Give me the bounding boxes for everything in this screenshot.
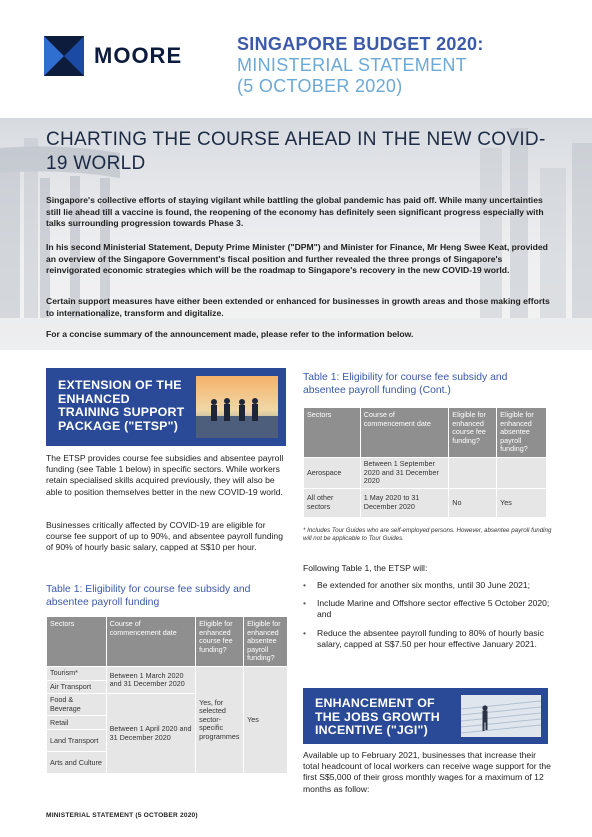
sector-cell: Food & Beverage: [47, 694, 107, 716]
date-cell: Between 1 April 2020 and 31 December 2020: [106, 694, 195, 774]
jgi-section-header: [303, 688, 548, 744]
business-person-walking-photo: [461, 695, 541, 737]
intro-paragraph-2: In his second Ministerial Statement, Deputy Prime Minister ("DPM") and Minister for Finance, Mr Heng Swee Keat, provided an overview of the Singapore Government's fiscal position and further revealed the three prongs of Singapore's reinvigorated economic strategies which will be the roadmap to Singapore's recovery in the new COVID-19 world.: [46, 242, 548, 276]
sector-cell: Aerospace: [304, 457, 361, 488]
title-line-3: (5 OCTOBER 2020): [237, 76, 403, 96]
hero-section: [0, 118, 592, 350]
absentee-cell: Yes: [244, 667, 288, 774]
sector-cell: Air Transport: [47, 680, 107, 694]
etsp-paragraph-2: Businesses critically affected by COVID-19 are eligible for course fee support of up to 90%, and absentee payroll funding of 90% of hourly basic salary, capped at S$10 per hour.: [46, 520, 283, 553]
intro-paragraph-1: Singapore's collective efforts of staying vigilant while battling the global pandemic has paid off. While many uncertainties still lie ahead till a vaccine is found, the reopening of the economy has definitely seen significant progress especially with talks surrounding progression towards Phase 3.: [46, 195, 544, 229]
etsp-title: EXTENSION OF THE ENHANCED TRAINING SUPPORT PACKAGE ("ETSP"): [58, 378, 185, 433]
table-footnote: * Includes Tour Guides who are self-employed persons. However, absentee payroll funding will not be applicable to Tour Guides.: [303, 527, 552, 542]
course-fee-cell: Yes, for selected sector-specific programmes: [196, 667, 244, 774]
jgi-paragraph-1: Available up to February 2021, businesses that increase their total headcount of local workers can receive wage support for the first S$5,000 of their gross monthly wages for a maximum of 12 months as follow:: [303, 750, 551, 794]
jgi-title: ENHANCEMENT OF THE JOBS GROWTH INCENTIVE ("JGI"): [315, 696, 440, 737]
table-header-cell: Sectors: [304, 408, 361, 458]
date-cell: 1 May 2020 to 31 December 2020: [360, 488, 449, 517]
business-people-photo: [196, 376, 278, 438]
date-cell: Between 1 September 2020 and 31 December 2020: [360, 457, 449, 488]
sector-cell: Arts and Culture: [47, 752, 107, 774]
absentee-cell: Yes: [497, 488, 547, 517]
table-header-cell: Eligible for enhanced course fee funding?: [196, 617, 244, 667]
sector-cell: Land Transport: [47, 730, 107, 752]
etsp-changes-list: [303, 580, 553, 657]
etsp-paragraph-1: The ETSP provides course fee subsidies and absentee payroll funding (see Table 1 below) in specific sectors. While workers retain specialised skills acquired previously, they will also be able to position themselves better in the new COVID-19 world.: [46, 453, 284, 497]
following-intro: Following Table 1, the ETSP will:: [303, 563, 428, 573]
absentee-cell: [497, 457, 547, 488]
moore-logo-icon: [44, 36, 84, 76]
table-header-cell: Course of commencement date: [106, 617, 195, 667]
logo-text: MOORE: [94, 43, 183, 68]
table-header-cell: Course of commencement date: [360, 408, 449, 458]
eligibility-table: [46, 616, 288, 774]
sector-cell: Retail: [47, 716, 107, 730]
sector-cell: Tourism*: [47, 667, 107, 681]
table-row: [47, 667, 288, 681]
moore-logo: [44, 36, 182, 76]
page-footer: MINISTERIAL STATEMENT (5 OCTOBER 2020): [46, 812, 198, 819]
date-cell: Between 1 March 2020 and 31 December 2020: [106, 667, 195, 694]
table-header-cell: Eligible for enhanced course fee funding?: [449, 408, 497, 458]
hero-title: CHARTING THE COURSE AHEAD IN THE NEW COVID-19 WORLD: [46, 129, 546, 174]
list-item: • Reduce the absentee payroll funding to 80% of hourly basic salary, capped at S$7.50 per hour effective January 2021.: [303, 628, 553, 650]
table-row: [304, 488, 547, 517]
intro-paragraph-4: For a concise summary of the announcement made, please refer to the information below.: [46, 329, 414, 339]
list-item: • Be extended for another six months, until 30 June 2021;: [303, 580, 553, 591]
table1-caption: Table 1: Eligibility for course fee subsidy and absentee payroll funding: [46, 584, 251, 608]
page-header: [0, 0, 592, 118]
list-item: • Include Marine and Offshore sector effective 5 October 2020; and: [303, 598, 553, 620]
eligibility-table-continued: [303, 407, 547, 518]
table-header-cell: Sectors: [47, 617, 107, 667]
document-title: [237, 34, 577, 97]
table-header-row: [47, 617, 288, 667]
table-row: [304, 457, 547, 488]
table-header-cell: Eligible for enhanced absentee payroll funding?: [244, 617, 288, 667]
table-header-cell: Eligible for enhanced absentee payroll funding?: [497, 408, 547, 458]
table1-cont-caption: Table 1: Eligibility for course fee subsidy and absentee payroll funding (Cont.): [303, 372, 508, 396]
intro-paragraph-3: Certain support measures have either been extended or enhanced for businesses in growth areas and those making efforts to internationalize, transform and digitalize.: [46, 296, 550, 318]
title-line-1: SINGAPORE BUDGET 2020:: [237, 34, 484, 54]
course-fee-cell: [449, 457, 497, 488]
course-fee-cell: No: [449, 488, 497, 517]
table-header-row: [304, 408, 547, 458]
title-line-2: MINISTERIAL STATEMENT: [237, 55, 467, 75]
sector-cell: All other sectors: [304, 488, 361, 517]
etsp-section-header: [46, 368, 286, 446]
